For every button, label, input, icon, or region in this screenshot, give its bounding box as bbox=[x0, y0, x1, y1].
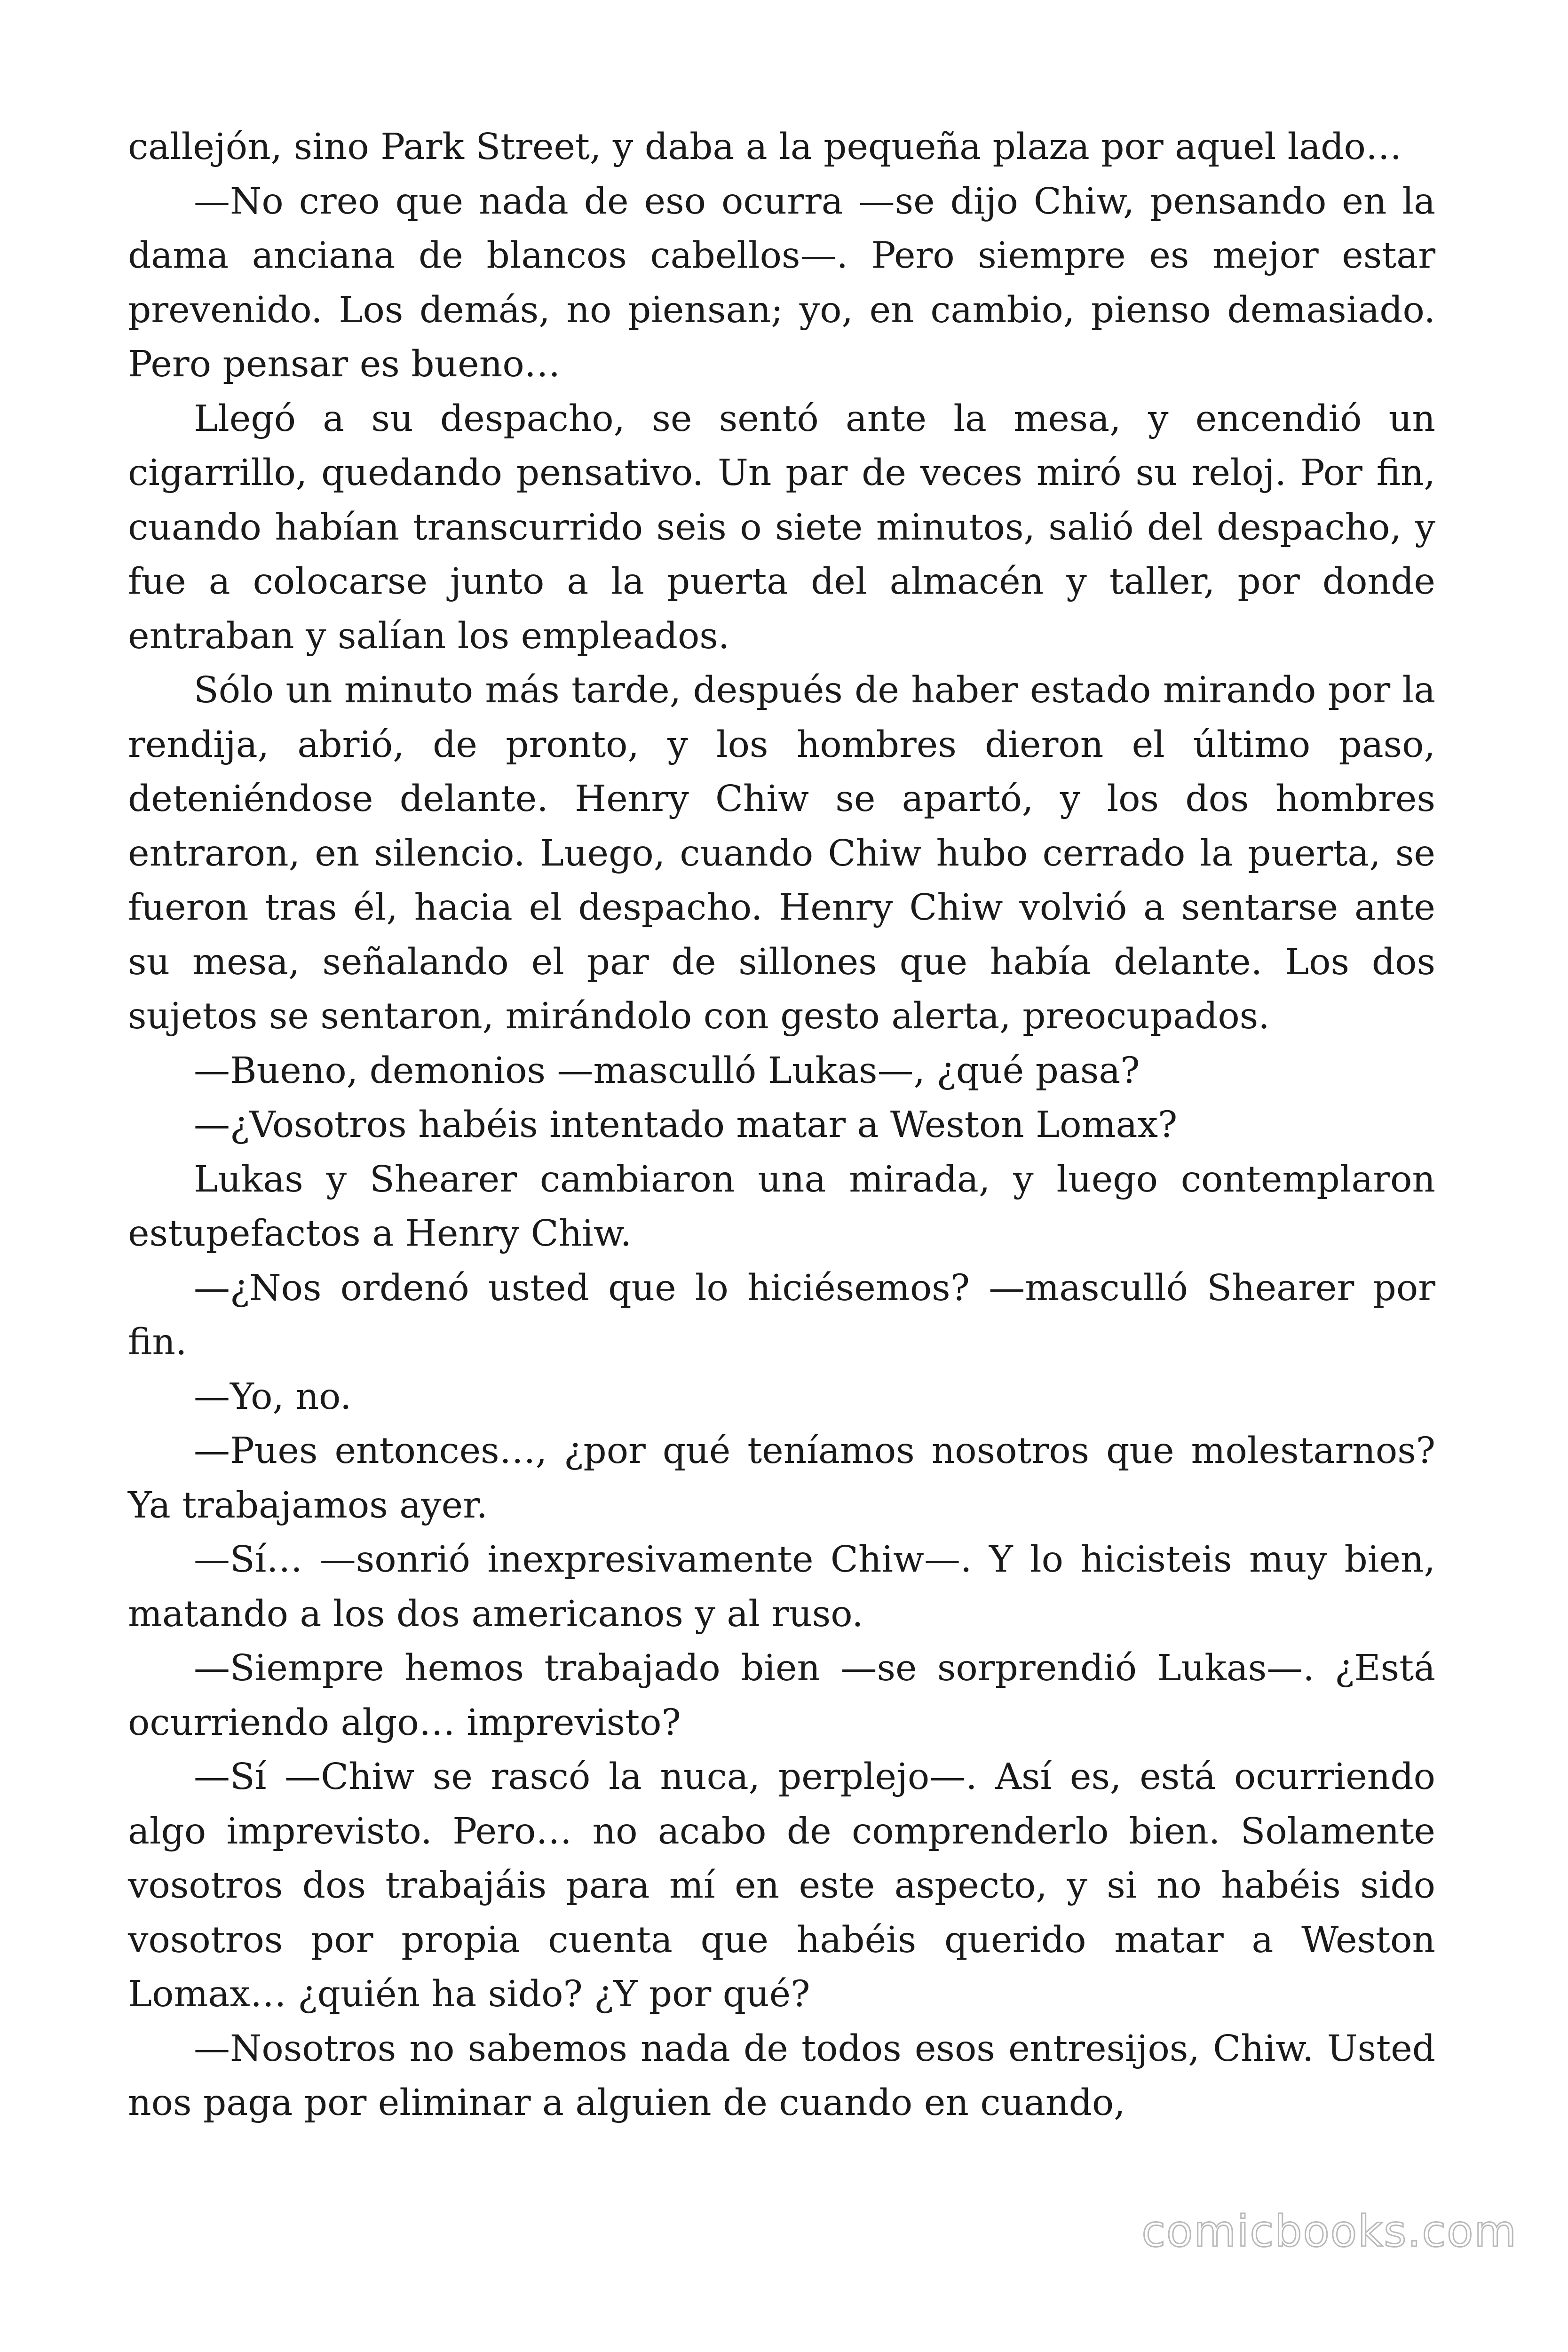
paragraph-7: Lukas y Shearer cambiaron una mirada, y luego contemplaron estupefactos a Henry Chiw. bbox=[128, 1158, 1435, 1255]
paragraph-11: —Sí… —sonrió inexpresivamente Chiw—. Y lo hicisteis muy bien, matando a los dos americanos y al ruso. bbox=[128, 1539, 1435, 1635]
paragraph-10: —Pues entonces…, ¿por qué teníamos nosotros que molestarnos? Ya trabajamos ayer. bbox=[128, 1430, 1435, 1526]
paragraph-13: —Sí —Chiw se rascó la nuca, perplejo—. Así es, está ocurriendo algo imprevisto. Pero… no acabo de comprenderlo bien. Solamente vosotros dos trabajáis para mí en este aspecto, y si no habéis sido vosotros por propia cuenta que habéis querido matar a Weston Lomax… ¿quién ha sido? ¿Y por qué? bbox=[128, 1756, 1435, 2015]
paragraph-9: —Yo, no. bbox=[194, 1375, 352, 1418]
paragraph-2: —No creo que nada de eso ocurra —se dijo Chiw, pensando en la dama anciana de blancos cabellos—. Pero siempre es mejor estar prevenido. Los demás, no piensan; yo, en cambio, pienso demasiado. Pero pensar es bueno… bbox=[128, 180, 1435, 385]
paragraph-12: —Siempre hemos trabajado bien —se sorprendió Lukas—. ¿Está ocurriendo algo… imprevisto? bbox=[128, 1647, 1435, 1744]
paragraph-8: —¿Nos ordenó usted que lo hiciésemos? —masculló Shearer por fin. bbox=[128, 1267, 1435, 1363]
paragraph-4: Sólo un minuto más tarde, después de haber estado mirando por la rendija, abrió, de pronto, y los hombres dieron el último paso, deteniéndose delante. Henry Chiw se apartó, y los dos hombres entraron, en silencio. Luego, cuando Chiw hubo cerrado la puerta, se fueron tras él, hacia el despacho. Henry Chiw volvió a sentarse ante su mesa, señalando el par de sillones que había delante. Los dos sujetos se sentaron, mirándolo con gesto alerta, preocupados. bbox=[128, 669, 1435, 1037]
paragraph-14: —Nosotros no sabemos nada de todos esos entresijos, Chiw. Usted nos paga por eliminar a alguien de cuando en cuando, bbox=[128, 2027, 1435, 2124]
book-page-body bbox=[128, 120, 1435, 2130]
paragraph-1: callejón, sino Park Street, y daba a la pequeña plaza por aquel lado… bbox=[128, 126, 1402, 168]
paragraph-6: —¿Vosotros habéis intentado matar a Weston Lomax? bbox=[194, 1104, 1178, 1146]
watermark: comicbooks.com bbox=[1141, 2206, 1517, 2257]
paragraph-3: Llegó a su despacho, se sentó ante la mesa, y encendió un cigarrillo, quedando pensativo. Un par de veces miró su reloj. Por fin, cuando habían transcurrido seis o siete minutos, salió del despacho, y fue a colocarse junto a la puerta del almacén y taller, por donde entraban y salían los empleados. bbox=[128, 397, 1435, 657]
paragraph-5: —Bueno, demonios —masculló Lukas—, ¿qué pasa? bbox=[194, 1049, 1140, 1092]
